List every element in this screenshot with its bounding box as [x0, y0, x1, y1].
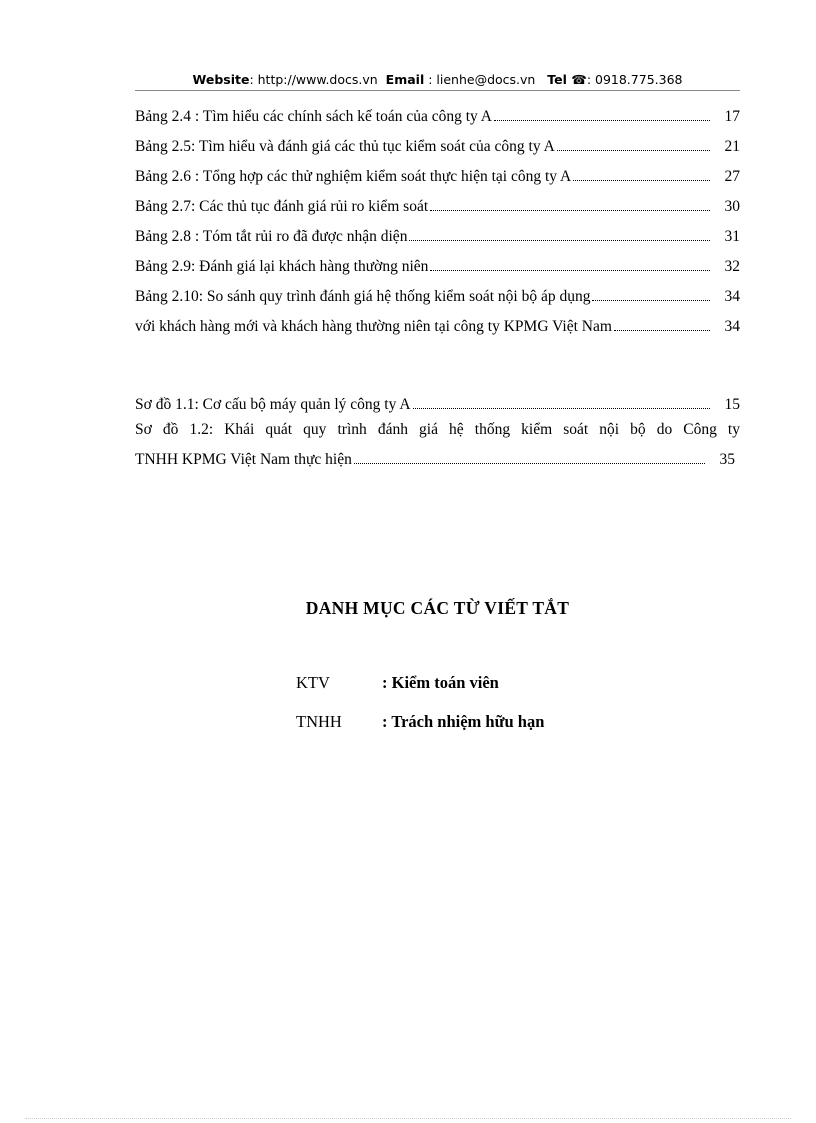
footer-divider	[25, 1118, 791, 1119]
leader-dots	[557, 138, 710, 151]
leader-dots	[614, 318, 710, 331]
diagram-entry-line2	[135, 451, 735, 473]
leader-dots	[430, 258, 710, 271]
toc-page: 21	[724, 138, 740, 155]
diagram-label: Sơ đồ 1.1: Cơ cấu bộ máy quản lý công ty A	[135, 396, 411, 413]
leader-dots	[354, 451, 705, 464]
tel-label: Tel ☎	[547, 72, 587, 87]
diagram-page: 35	[719, 451, 735, 468]
toc-label: Bảng 2.8 : Tóm tắt rủi ro đã được nhận diện	[135, 228, 408, 245]
leader-dots	[573, 168, 710, 181]
page-header	[135, 72, 740, 91]
leader-dots	[592, 288, 710, 301]
toc-label: Bảng 2.4 : Tìm hiểu các chính sách kế toán của công ty A	[135, 108, 492, 125]
toc-page: 34	[724, 288, 740, 305]
toc-entry	[135, 228, 740, 250]
toc-page: 31	[724, 228, 740, 245]
toc-entry	[135, 138, 740, 160]
abbreviation-row	[296, 673, 499, 693]
abbreviation-row	[296, 712, 544, 732]
diagram-entry-line1	[135, 421, 740, 443]
abbreviation-value: : Trách nhiệm hữu hạn	[382, 712, 545, 731]
diagram-label: TNHH KPMG Việt Nam thực hiện	[135, 451, 352, 468]
abbreviation-key: TNHH	[296, 712, 342, 731]
diagram-page: 15	[724, 396, 740, 413]
leader-dots	[494, 108, 710, 121]
toc-label: Bảng 2.10: So sánh quy trình đánh giá hệ thống kiểm soát nội bộ áp dụng	[135, 288, 591, 305]
toc-entry	[135, 288, 740, 310]
toc-page: 32	[724, 258, 740, 275]
email-label: Email	[385, 72, 425, 87]
toc-entry	[135, 108, 740, 130]
abbreviation-value: : Kiểm toán viên	[382, 673, 499, 692]
toc-entry	[135, 318, 740, 340]
website-value: : http://www.docs.vn	[249, 72, 378, 87]
diagram-entry	[135, 396, 740, 418]
abbreviation-key: KTV	[296, 673, 330, 692]
tel-value: : 0918.775.368	[586, 72, 683, 87]
toc-label: Bảng 2.7: Các thủ tục đánh giá rủi ro kiểm soát	[135, 198, 429, 215]
leader-dots	[409, 228, 710, 241]
toc-page: 17	[724, 108, 740, 125]
toc-page: 27	[724, 168, 740, 185]
toc-label: Bảng 2.6 : Tổng hợp các thử nghiệm kiểm soát thực hiện tại công ty A	[135, 168, 572, 185]
toc-label: Bảng 2.9: Đánh giá lại khách hàng thường niên	[135, 258, 429, 275]
diagram-label: Sơ đồ 1.2: Khái quát quy trình đánh giá hệ thống kiểm soát nội bộ do Công ty	[135, 421, 740, 438]
leader-dots	[430, 198, 710, 211]
toc-entry	[135, 198, 740, 220]
toc-entry	[135, 258, 740, 280]
website-label: Website	[192, 72, 250, 87]
toc-page: 34	[724, 318, 740, 335]
leader-dots	[413, 396, 710, 409]
email-value: : lienhe@docs.vn	[424, 72, 536, 87]
abbreviations-title: DANH MỤC CÁC TỪ VIẾT TẮT	[305, 598, 570, 618]
toc-label: Bảng 2.5: Tìm hiểu và đánh giá các thủ tục kiểm soát của công ty A	[135, 138, 555, 155]
toc-label: với khách hàng mới và khách hàng thường niên tại công ty KPMG Việt Nam	[135, 318, 612, 335]
toc-page: 30	[724, 198, 740, 215]
toc-entry	[135, 168, 740, 190]
